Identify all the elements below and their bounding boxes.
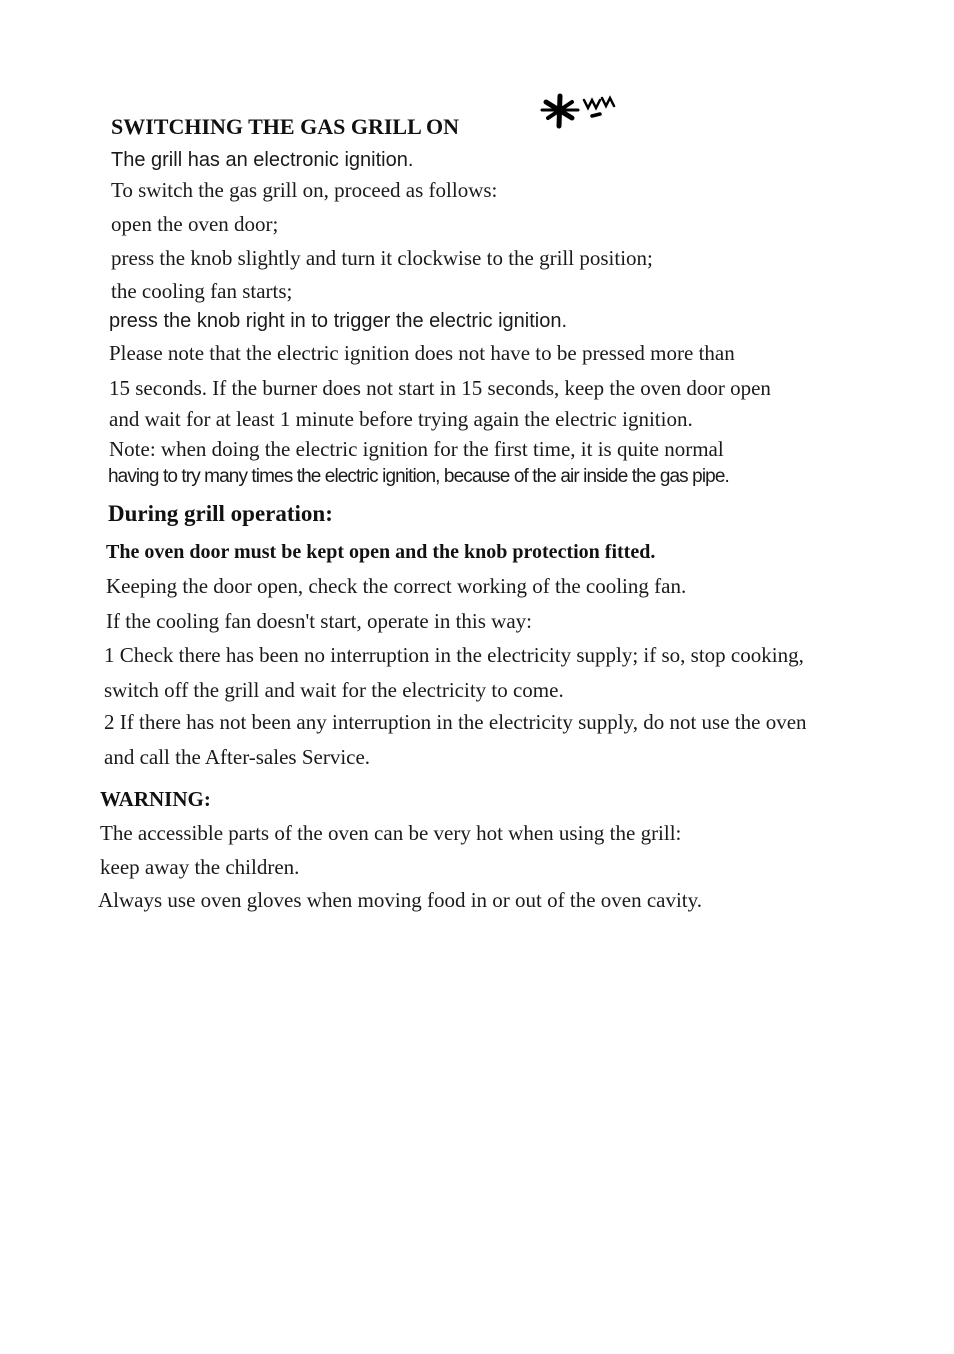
warning-line-3: Always use oven gloves when moving food in or out of the oven cavity. (98, 888, 703, 912)
intro-line-3: open the oven door; (111, 212, 279, 236)
intro-line-9: and wait for at least 1 minute before trying again the electric ignition. (109, 407, 693, 431)
operation-line-1: Keeping the door open, check the correct working of the cooling fan. (106, 574, 687, 598)
warning-line-1: The accessible parts of the oven can be very hot when using the grill: (100, 821, 682, 845)
intro-line-5: the cooling fan starts; (111, 279, 293, 303)
warning-heading: WARNING: (100, 787, 211, 811)
intro-line-1: The grill has an electronic ignition. (111, 149, 414, 171)
warning-line-2: keep away the children. (100, 855, 300, 879)
operation-line-6: and call the After-sales Service. (104, 745, 371, 769)
operation-line-5: 2 If there has not been any interruption in the electricity supply, do not use the oven (104, 710, 807, 734)
operation-line-3: 1 Check there has been no interruption in the electricity supply; if so, stop cooking, (104, 643, 804, 667)
intro-line-10: Note: when doing the electric ignition for the first time, it is quite normal (109, 437, 724, 461)
intro-line-8: 15 seconds. If the burner does not start in 15 seconds, keep the oven door open (109, 376, 771, 400)
operation-bold-note: The oven door must be kept open and the knob protection fitted. (106, 541, 656, 563)
heading-during-grill-operation: During grill operation: (108, 501, 333, 526)
intro-line-11: having to try many times the electric ignition, because of the air inside the gas pipe. (108, 466, 729, 487)
intro-line-7: Please note that the electric ignition does not have to be pressed more than (109, 341, 735, 365)
operation-line-2: If the cooling fan doesn't start, operate in this way: (106, 609, 532, 633)
intro-line-4: press the knob slightly and turn it clockwise to the grill position; (111, 246, 653, 270)
intro-line-2: To switch the gas grill on, proceed as follows: (111, 178, 498, 202)
heading-switching-gas-grill: SWITCHING THE GAS GRILL ON (111, 114, 460, 139)
intro-line-6: press the knob right in to trigger the electric ignition. (109, 310, 568, 332)
grill-symbol-icon (536, 88, 622, 136)
operation-line-4: switch off the grill and wait for the electricity to come. (104, 678, 564, 702)
